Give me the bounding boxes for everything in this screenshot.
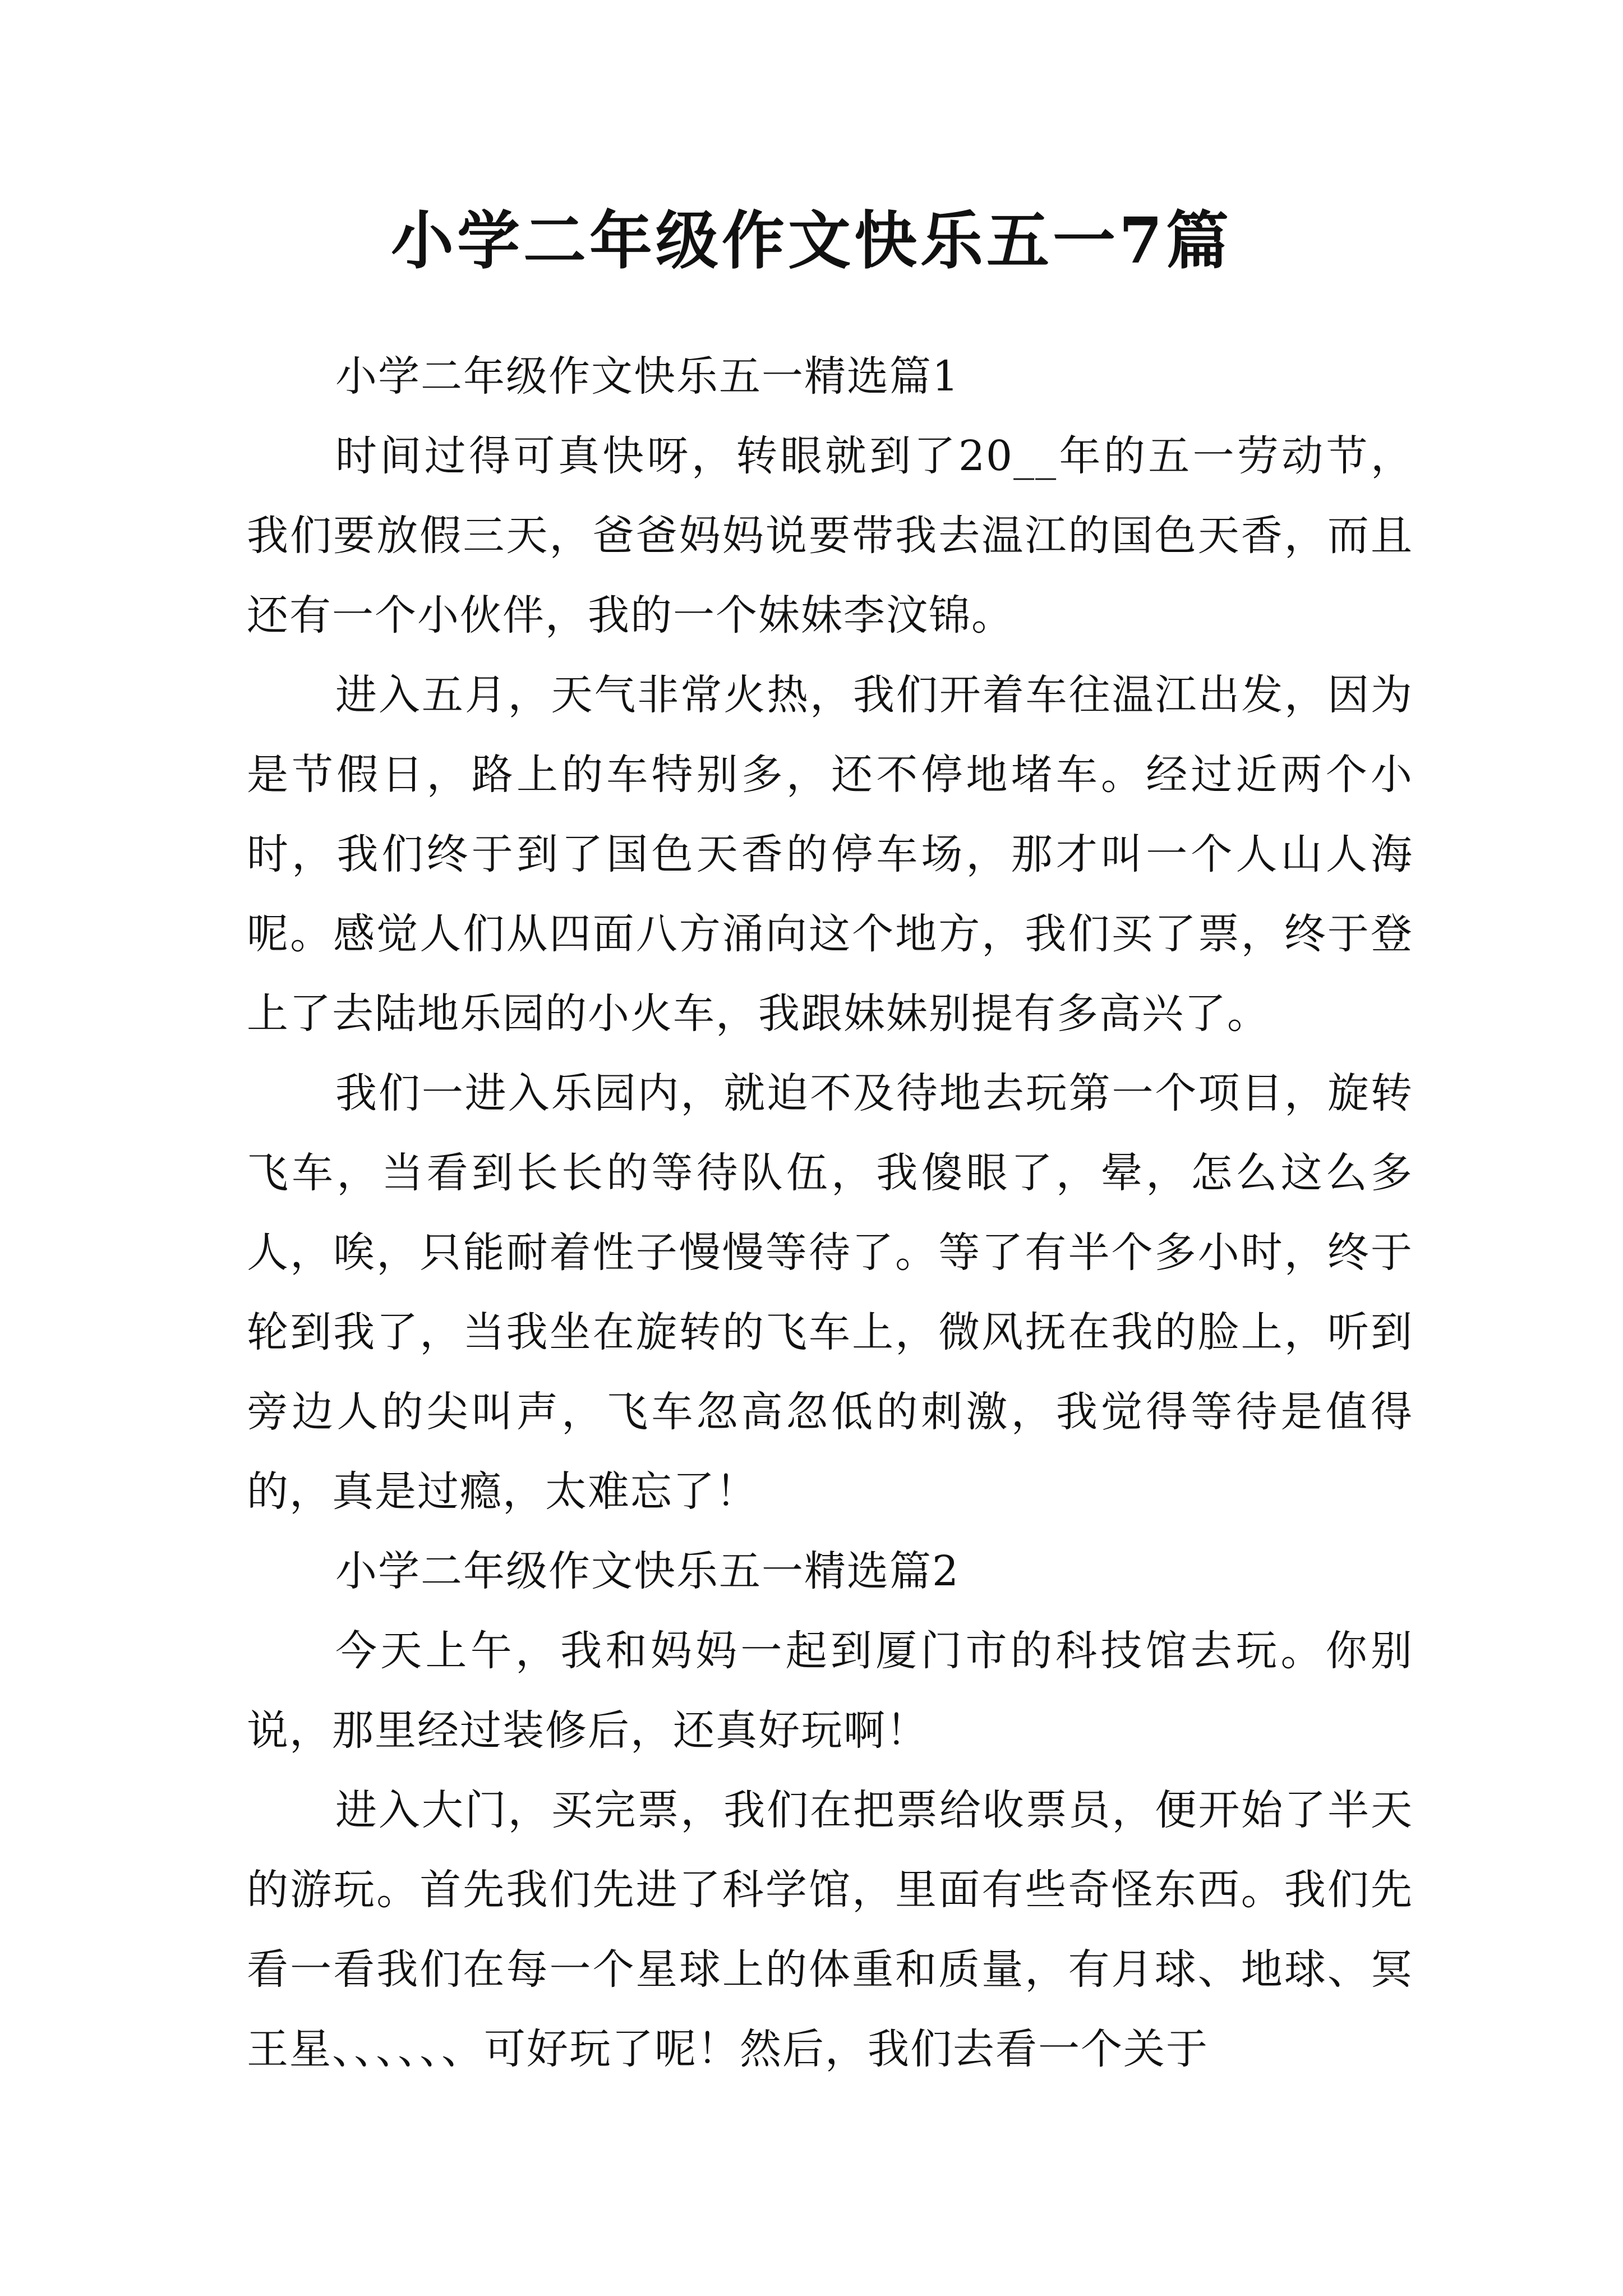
paragraph: 今天上午，我和妈妈一起到厦门市的科技馆去玩。你别说，那里经过装修后，还真好玩啊！ [247,1627,1413,1755]
paragraph: 时间过得可真快呀，转眼就到了20__年的五一劳动节，我们要放假三天，爸爸妈妈说要带我去温江的国色天香，而且还有一个小伙伴，我的一个妹妹李汶锦。 [247,432,1413,639]
paragraph: 进入五月，天气非常火热，我们开着车往温江出发，因为是节假日，路上的车特别多，还不停地堵车。经过近两个小时，我们终于到了国色天香的停车场，那才叫一个人山人海呢。感觉人们从四面八方涌向这个地方，我们买了票，终于登上了去陆地乐园的小火车，我跟妹妹别提有多高兴了。 [247,671,1413,1038]
section-heading: 小学二年级作文快乐五一精选篇2 [335,1547,960,1595]
section-heading: 小学二年级作文快乐五一精选篇1 [335,352,960,401]
document-body [247,337,1413,2089]
paragraph: 我们一进入乐园内，就迫不及待地去玩第一个项目，旋转飞车，当看到长长的等待队伍，我傻眼了，晕，怎么这么多人，唉，只能耐着性子慢慢等待了。等了有半个多小时，终于轮到我了，当我坐在旋转的飞车上，微风抚在我的脸上，听到旁边人的尖叫声，飞车忽高忽低的刺激，我觉得等待是值得的，真是过瘾，太难忘了！ [247,1069,1413,1516]
paragraph: 进入大门，买完票，我们在把票给收票员，便开始了半天的游玩。首先我们先进了科学馆，里面有些奇怪东西。我们先看一看我们在每一个星球上的体重和质量，有月球、地球、冥王星、、、、、、可好玩了呢！然后，我们去看一个关于 [247,1786,1413,2073]
document-title: 小学二年级作文快乐五一7篇 [391,204,1232,278]
